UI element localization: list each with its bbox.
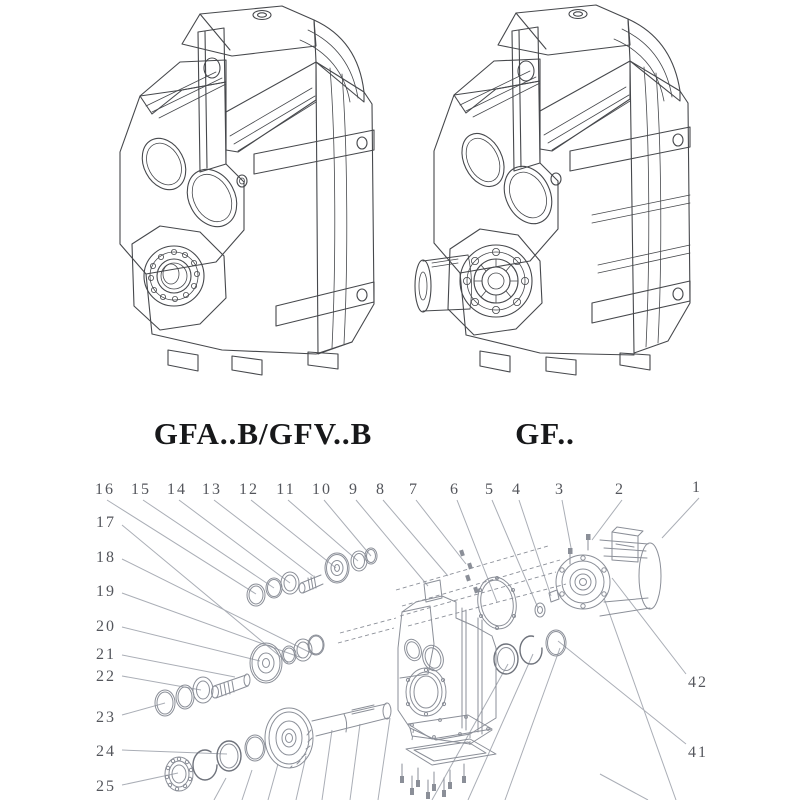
exploded-diagram-figure — [0, 478, 800, 800]
gearbox-drawing-gfab-gfvb — [112, 4, 392, 394]
callout-6: 6 — [450, 481, 460, 498]
motor-assembly — [535, 527, 661, 617]
callout-23: 23 — [96, 709, 116, 726]
oil-seal — [494, 644, 518, 674]
washer — [535, 603, 545, 617]
callout-42: 42 — [688, 674, 708, 691]
callout-14: 14 — [167, 481, 187, 498]
callout-7: 7 — [409, 481, 419, 498]
gearbox-drawing-gf — [410, 3, 710, 398]
callout-8: 8 — [376, 481, 386, 498]
exploded-parts-diagram — [0, 478, 800, 800]
cover-bolts — [400, 764, 466, 799]
callout-5: 5 — [485, 481, 495, 498]
callout-17: 17 — [96, 514, 116, 531]
callout-4: 4 — [512, 481, 522, 498]
callout-24: 24 — [96, 743, 116, 760]
callout-22: 22 — [96, 668, 116, 685]
callout-19: 19 — [96, 583, 116, 600]
callout-13: 13 — [202, 481, 222, 498]
callout-11: 11 — [276, 481, 296, 498]
callout-25: 25 — [96, 778, 116, 795]
gearbox-gfab-figure — [112, 4, 392, 394]
callout-3: 3 — [555, 481, 565, 498]
figure-label-gf: GF.. — [515, 416, 575, 451]
retaining-ring — [546, 630, 566, 656]
callout-21: 21 — [96, 646, 116, 663]
callout-18: 18 — [96, 549, 116, 566]
callout-15: 15 — [131, 481, 151, 498]
callout-41: 41 — [688, 744, 708, 761]
callout-20: 20 — [96, 618, 116, 635]
callout-16: 16 — [95, 481, 115, 498]
gearbox-gf-figure — [410, 3, 710, 398]
adapter-gasket — [474, 574, 520, 632]
circlip — [520, 636, 542, 664]
callout-1: 1 — [692, 479, 702, 496]
callout-12: 12 — [239, 481, 259, 498]
motor-bolts — [568, 534, 591, 564]
callout-9: 9 — [349, 481, 359, 498]
callout-10: 10 — [312, 481, 332, 498]
figure-label-gfab-gfvb: GFA..B/GFV..B — [153, 416, 373, 451]
callout-2: 2 — [615, 481, 625, 498]
input-shaft-assembly — [247, 548, 377, 606]
